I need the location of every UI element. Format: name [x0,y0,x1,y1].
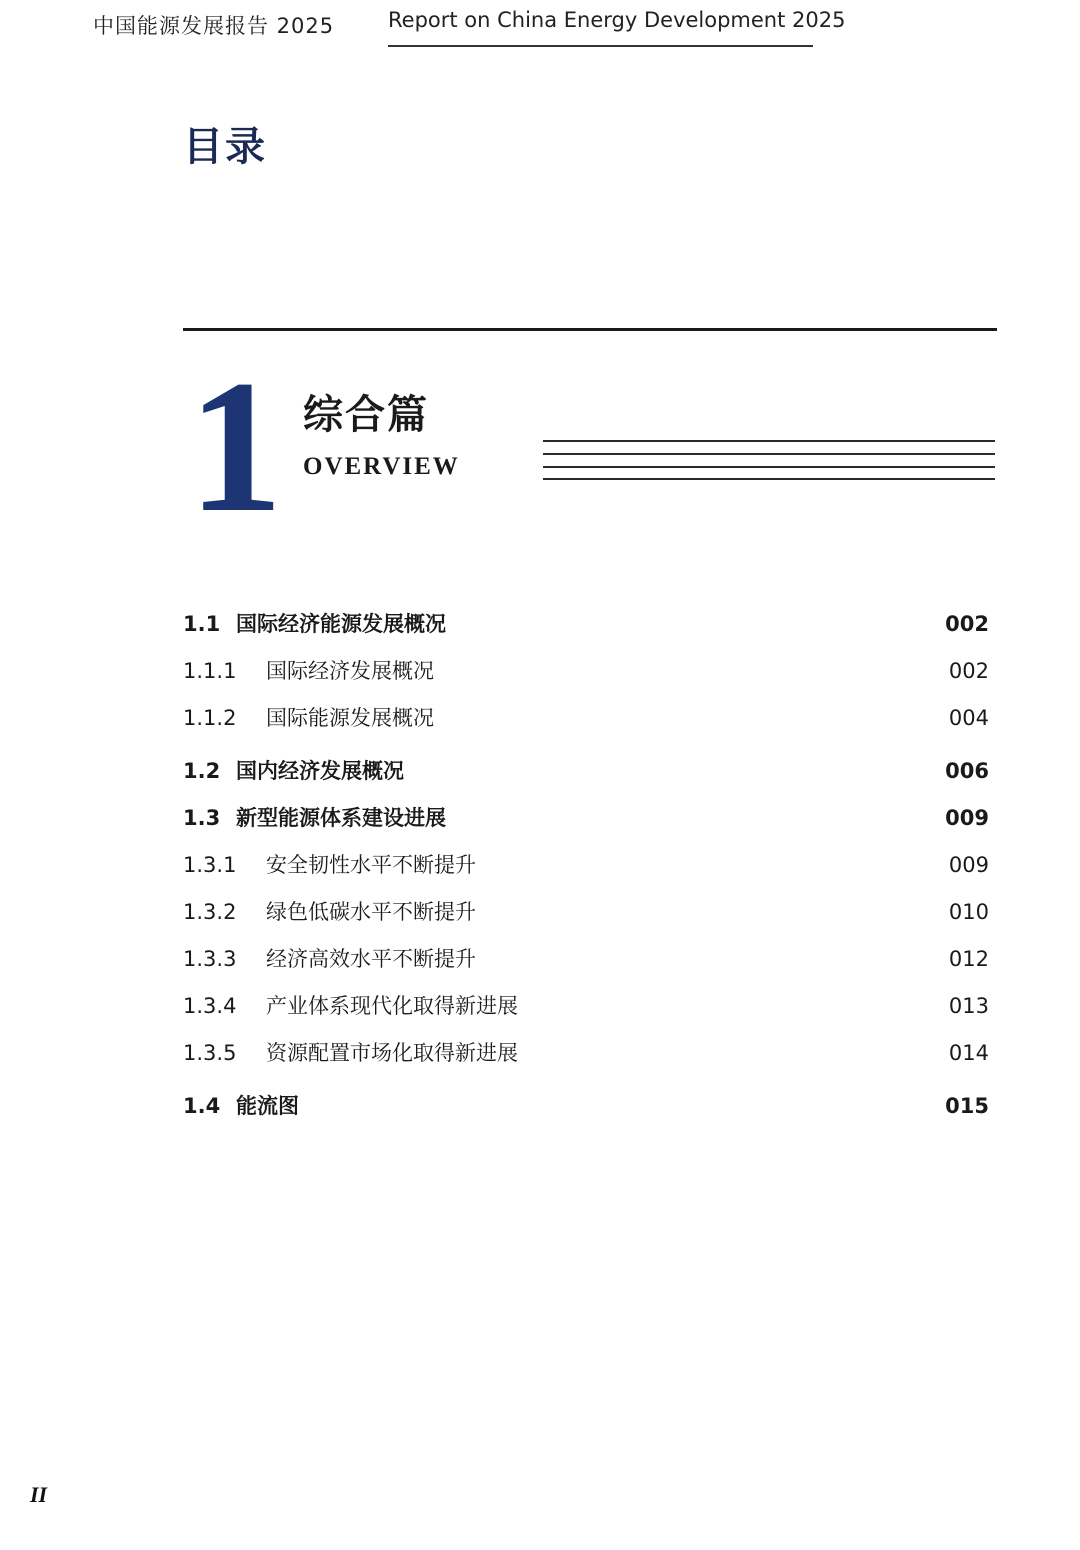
decorative-line [543,466,995,468]
toc-entry-page: 009 [948,853,989,877]
toc-entry-label: 国内经济发展概况 [236,759,404,783]
toc-entry[interactable] [183,942,989,976]
toc-entry-number: 1.4 [183,1094,221,1118]
toc-entry-number: 1.3.4 [183,994,237,1018]
toc-title: 目录 [183,123,267,170]
running-head-cn: 中国能源发展报告 2025 [93,14,335,38]
toc-entry-page: 013 [948,994,989,1018]
toc-entry-page: 002 [945,612,989,636]
running-head-rule [388,45,813,47]
toc-entry[interactable] [183,989,989,1023]
section-top-rule [183,328,997,331]
toc-entry-label: 绿色低碳水平不断提升 [266,900,476,924]
toc-entry[interactable] [183,1089,989,1123]
toc-entry-page: 014 [948,1041,989,1065]
toc-entry-number: 1.2 [183,759,221,783]
toc-entry-number: 1.3.2 [183,900,237,924]
chapter-title-en: OVERVIEW [303,453,460,480]
toc-entry-page: 002 [948,659,989,683]
chapter-title-cn: 综合篇 [303,391,429,438]
toc-entry-label: 资源配置市场化取得新进展 [266,1041,518,1065]
toc-entry-label: 国际经济发展概况 [266,659,434,683]
toc-entry-page: 012 [948,947,989,971]
toc-entry[interactable] [183,801,989,835]
toc-entry-label: 国际能源发展概况 [266,706,434,730]
toc-entry-label: 产业体系现代化取得新进展 [266,994,518,1018]
decorative-line [543,440,995,442]
toc-entry[interactable] [183,1036,989,1070]
toc-entry-label: 经济高效水平不断提升 [266,947,476,971]
toc-entry-page: 009 [945,806,989,830]
toc-entry[interactable] [183,848,989,882]
toc-entry[interactable] [183,607,989,641]
toc-entry-number: 1.3.3 [183,947,237,971]
running-head-en: Report on China Energy Development 2025 [388,8,846,32]
toc-entry-page: 010 [948,900,989,924]
decorative-line [543,453,995,455]
toc-entry-label: 新型能源体系建设进展 [236,806,446,830]
toc-entry-number: 1.3 [183,806,221,830]
toc-entry-number: 1.1.1 [183,659,237,683]
chapter-numeral: 1 [188,342,283,552]
toc-entry[interactable] [183,701,989,735]
toc-entry-number: 1.1 [183,612,221,636]
toc-entry[interactable] [183,654,989,688]
toc-entry-number: 1.3.1 [183,853,237,877]
chapter-decorative-lines [543,440,995,482]
toc-entry-page: 006 [945,759,989,783]
toc-entry-page: 015 [945,1094,989,1118]
decorative-line [543,478,995,480]
toc-entry-number: 1.3.5 [183,1041,237,1065]
toc-entry[interactable] [183,895,989,929]
page-folio: II [30,1482,48,1507]
toc-entry[interactable] [183,754,989,788]
toc-entry-number: 1.1.2 [183,706,237,730]
toc-entry-label: 能流图 [236,1094,299,1118]
toc-entry-page: 004 [948,706,989,730]
toc-entry-label: 安全韧性水平不断提升 [266,853,476,877]
toc-entry-label: 国际经济能源发展概况 [236,612,446,636]
